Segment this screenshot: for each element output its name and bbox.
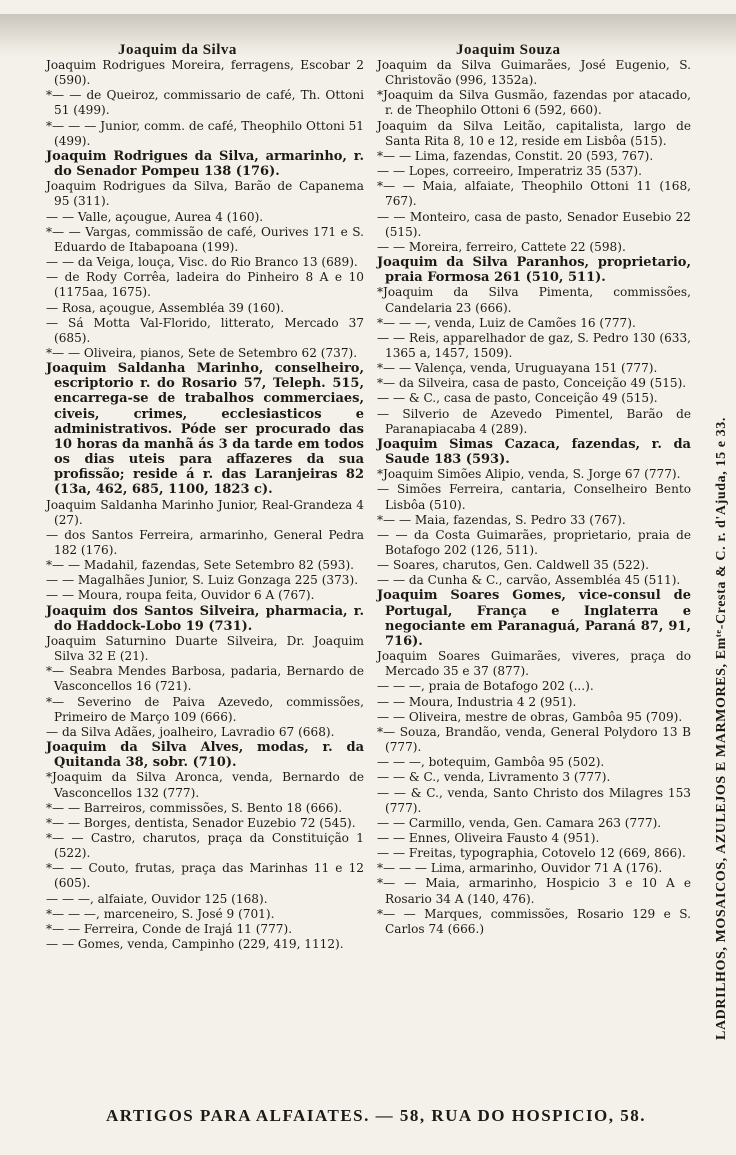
directory-entry: — — Magalhães Junior, S. Luiz Gonzaga 225 (373).	[46, 573, 359, 588]
directory-entry: — — —, botequim, Gambôa 95 (502).	[377, 755, 605, 770]
directory-entry: — de Rody Corrêa, ladeira do Pinheiro 8 A e 10 (1175aa, 1675).	[46, 270, 364, 300]
directory-entry: — — da Veiga, louça, Visc. do Rio Branco 13 (689).	[46, 255, 358, 270]
directory-entry: — — Reis, apparelhador de gaz, S. Pedro 130 (633, 1365 a, 1457, 1509).	[377, 330, 691, 360]
directory-entry: — — —, alfaiate, Ouvidor 125 (168).	[46, 891, 268, 906]
directory-entry: *Joaquim da Silva Gusmão, fazendas por atacado, r. de Theophilo Ottoni 6 (592, 660).	[377, 88, 691, 118]
directory-entry: Joaquim da Silva Guimarães, José Eugenio, S. Christovão (996, 1352a).	[377, 58, 691, 88]
running-header	[0, 14, 736, 58]
directory-entry: — — & C., venda, Santo Christo dos Milagres 153 (777).	[377, 785, 691, 815]
directory-entry: *Joaquim Simões Alipio, venda, S. Jorge 67 (777).	[377, 467, 681, 482]
directory-entry: Joaquim Rodrigues da Silva, Barão de Capanema 95 (311).	[46, 179, 364, 209]
directory-entry: *— Severino de Paiva Azevedo, commissões, Primeiro de Março 109 (666).	[46, 694, 364, 724]
directory-entry: *— — — Junior, comm. de café, Theophilo Ottoni 51 (499).	[46, 118, 364, 148]
directory-entry: *— — de Queiroz, commissario de café, Th. Ottoni 51 (499).	[46, 88, 364, 118]
directory-entry: *— — Couto, frutas, praça das Marinhas 11 e 12 (605).	[46, 861, 364, 891]
directory-entry: — — Lopes, correeiro, Imperatriz 35 (537).	[377, 164, 642, 179]
directory-entry: — — Valle, açougue, Aurea 4 (160).	[46, 209, 264, 224]
directory-entry: — — —, praia de Botafogo 202 (...).	[377, 679, 594, 694]
directory-entry: — — da Costa Guimarães, proprietario, praia de Botafogo 202 (126, 511).	[377, 527, 691, 557]
directory-entry: Joaquim da Silva Paranhos, proprietario, praia Formosa 261 (510, 511).	[377, 255, 691, 286]
side-advertisement: LADRILHOS, MOSAICOS, AZULEJOS E MARMORES, Emᵗᵉ-Cresta & C. r. d'Ajuda, 15 e 33.	[714, 417, 729, 1040]
footer-advertisement: ARTIGOS PARA ALFAIATES. — 58, RUA DO HOSPICIO, 58.	[105, 1106, 647, 1125]
directory-entry: *— — —, venda, Luiz de Camões 16 (777).	[377, 315, 636, 330]
directory-entry: *— — Maia, armarinho, Hospicio 3 e 10 A e Rosario 34 A (140, 476).	[377, 876, 691, 906]
directory-entry: — Soares, charutos, Gen. Caldwell 35 (522).	[377, 558, 649, 573]
directory-entry: Joaquim Soares Gomes, vice-consul de Portugal, França e Inglaterra e negociante em Paranaguá, Paraná 87, 91, 716).	[377, 588, 691, 649]
running-head-left: Joaquim da Silva	[118, 42, 237, 58]
directory-entry: — — & C., venda, Livramento 3 (777).	[377, 770, 611, 785]
directory-entry: — — Moura, Industria 4 2 (951).	[377, 694, 577, 709]
directory-entry: — dos Santos Ferreira, armarinho, General Pedra 182 (176).	[46, 527, 364, 557]
directory-entry: *— — Lima, fazendas, Constit. 20 (593, 767).	[377, 148, 654, 163]
directory-entry: Joaquim da Silva Leitão, capitalista, largo de Santa Rita 8, 10 e 12, reside em Lisbôa (515).	[377, 118, 691, 148]
directory-entry: — — Gomes, venda, Campinho (229, 419, 1112).	[46, 937, 344, 952]
directory-entry: *— Seabra Mendes Barbosa, padaria, Bernardo de Vasconcellos 16 (721).	[46, 664, 364, 694]
directory-entry: — — Ennes, Oliveira Fausto 4 (951).	[377, 830, 600, 845]
directory-entry: — — & C., casa de pasto, Conceição 49 (515).	[377, 391, 658, 406]
directory-entry: — Silverio de Azevedo Pimentel, Barão de Paranapiacaba 4 (289).	[377, 406, 691, 436]
directory-entry: *Joaquim da Silva Pimenta, commissões, Candelaria 23 (666).	[377, 285, 691, 315]
directory-entry: Joaquim dos Santos Silveira, pharmacia, r. do Haddock-Lobo 19 (731).	[46, 603, 364, 634]
directory-entry: *— — Vargas, commissão de café, Ourives 171 e S. Eduardo de Itabapoana (199).	[46, 224, 364, 254]
directory-entry: — da Silva Adães, joalheiro, Lavradio 67 (668).	[46, 724, 335, 739]
running-head-right: Joaquim Souza	[456, 42, 561, 58]
directory-entry: — Simões Ferreira, cantaria, Conselheiro Bento Lisbôa (510).	[377, 482, 691, 512]
directory-entry: *— — Maia, fazendas, S. Pedro 33 (767).	[377, 512, 626, 527]
directory-entry: Joaquim Rodrigues Moreira, ferragens, Escobar 2 (590).	[46, 58, 364, 88]
directory-entry: *Joaquim da Silva Aronca, venda, Bernardo de Vasconcellos 132 (777).	[46, 770, 364, 800]
directory-entry: Joaquim Rodrigues da Silva, armarinho, r. do Senador Pompeu 138 (176).	[46, 148, 364, 180]
directory-entry: *— — — Lima, armarinho, Ouvidor 71 A (176).	[377, 861, 663, 876]
directory-entry: *— — Madahil, fazendas, Sete Setembro 82 (593).	[46, 558, 355, 573]
directory-entry: *— — Ferreira, Conde de Irajá 11 (777).	[46, 921, 293, 936]
directory-entry: — Sá Motta Val-Florido, litterato, Mercado 37 (685).	[46, 315, 364, 345]
directory-entry: *— — Oliveira, pianos, Sete de Setembro 62 (737).	[46, 345, 358, 360]
directory-entry: *— Souza, Brandão, venda, General Polydoro 13 B (777).	[377, 724, 691, 755]
directory-entry: *— — Valença, venda, Uruguayana 151 (777).	[377, 361, 658, 376]
directory-entry: — Rosa, açougue, Assembléa 39 (160).	[46, 300, 285, 315]
directory-entry: *— — Marques, commissões, Rosario 129 e S. Carlos 74 (666.)	[377, 906, 691, 936]
right-column	[377, 58, 695, 937]
directory-entry: Joaquim Soares Guimarães, viveres, praça do Mercado 35 e 37 (877).	[377, 649, 691, 679]
directory-entry: Joaquim da Silva Alves, modas, r. da Quitanda 38, sobr. (710).	[46, 740, 364, 771]
directory-entry: Joaquim Saturnino Duarte Silveira, Dr. Joaquim Silva 32 E (21).	[46, 633, 364, 664]
directory-entry: Joaquim Simas Cazaca, fazendas, r. da Saude 183 (593).	[377, 436, 691, 468]
directory-entry: — — Oliveira, mestre de obras, Gambôa 95 (709).	[377, 709, 683, 724]
directory-entry: — — Monteiro, casa de pasto, Senador Eusebio 22 (515).	[377, 209, 691, 239]
directory-entry: — — da Cunha & C., carvão, Assembléa 45 (511).	[377, 573, 681, 588]
directory-entry: *— da Silveira, casa de pasto, Conceição 49 (515).	[377, 376, 687, 391]
directory-entry: Joaquim Saldanha Marinho, conselheiro, escriptorio r. do Rosario 57, Teleph. 515, encarrega-se de trabalhos commerciaes, civeis, crimes, ecclesiasticos e administrativos. Póde ser procurado das 10 horas da manhã ás 3 da tarde em todos os dias uteis para affazeres da sua profissão; reside á r. das Laranjeiras 82 (13a, 462, 685, 1100, 1823 c).	[46, 361, 364, 498]
directory-entry: *— — Borges, dentista, Senador Euzebio 72 (545).	[46, 815, 356, 830]
directory-entry: — — Carmillo, venda, Gen. Camara 263 (777).	[377, 815, 662, 830]
directory-entry: *— — Castro, charutos, praça da Constituição 1 (522).	[46, 830, 364, 861]
directory-entry: Joaquim Saldanha Marinho Junior, Real-Grandeza 4 (27).	[46, 497, 364, 527]
directory-entry: *— — Maia, alfaiate, Theophilo Ottoni 11 (168, 767).	[377, 179, 691, 209]
directory-entry: *— — Barreiros, commissões, S. Bento 18 (666).	[46, 800, 343, 815]
directory-entry: — — Freitas, typographia, Cotovelo 12 (669, 866).	[377, 846, 686, 861]
directory-entry: — — Moreira, ferreiro, Cattete 22 (598).	[377, 239, 626, 254]
directory-entry: — — Moura, roupa feita, Ouvidor 6 A (767).	[46, 588, 315, 603]
left-column	[46, 58, 364, 952]
directory-entry: *— — —, marceneiro, S. José 9 (701).	[46, 906, 275, 921]
